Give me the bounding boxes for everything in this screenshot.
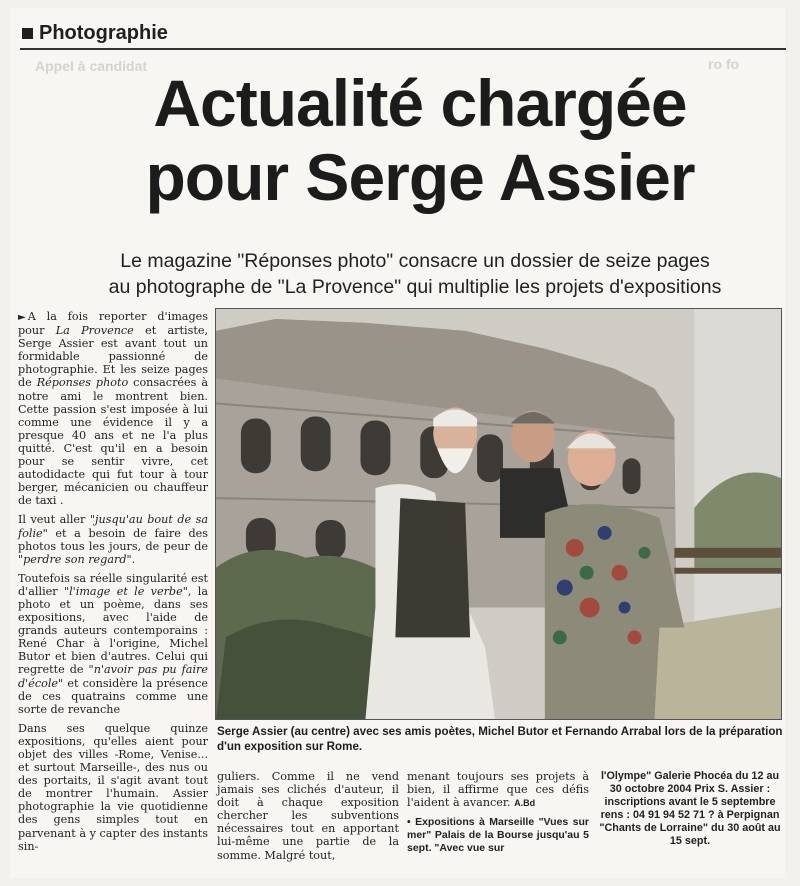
exhibition-info: • Expositions à Marseille "Vues sur mer" Palais de la Bourse jusqu'au 5 sept. "Avec vue sur xyxy=(407,816,589,855)
paragraph-2: Il veut aller "jusqu'au bout de sa folie" et a besoin de faire des photos tous les jours, de peur de "perdre son regard". xyxy=(18,513,209,566)
bleed-through-text: Appel à candidat xyxy=(35,58,148,74)
paragraph-4: Dans ses quelque quinze expositions, qu'elles aient pour objet des villes -Rome, Venise... et surtout Marseille-, des nus ou des portaits, il s'agit avant tout de montrer l'humain. Assier photographie la vie quotidienne des gens simples tout en parvenant à y capter des instants sin- xyxy=(18,721,208,853)
section-rubric xyxy=(22,22,168,45)
headline-line-1: Actualité chargée xyxy=(153,66,687,140)
subhead-line-2: au photographe de "La Provence" qui multiplie les projets d'expositions xyxy=(108,276,722,298)
headline-line-2: pour Serge Assier xyxy=(145,140,695,214)
article-column-3 xyxy=(407,770,589,862)
colosseum-photo xyxy=(216,309,781,719)
subheadline xyxy=(50,248,780,300)
paragraph-3: Toutefois sa réelle singularité est d'allier "l'image et le verbe", la photo et un poème, dans ses expositions, avec l'aide de grands auteurs contemporains : René Char à l'origine, Michel Butor et bien d'autres. Celui qui regrette de "n'avoir pas pu faire d'école" et considère la présence de ces quatrains comme une sorte de revanche xyxy=(18,571,208,716)
article-photo xyxy=(215,308,782,720)
column-3-text: menant toujours ses projets à bien, il affirme que ces défis l'aident à avancer. A.Bd xyxy=(407,770,589,810)
newspaper-page xyxy=(10,8,785,878)
article-column-1 xyxy=(18,310,208,859)
rubric-label: Photographie xyxy=(39,22,168,44)
headline xyxy=(70,66,770,214)
bleed-through-text: ro fo xyxy=(708,56,740,72)
subhead-line-1: Le magazine "Réponses photo" consacre un dossier de seize pages xyxy=(120,250,710,272)
arrow-icon: ► xyxy=(18,312,26,323)
article-column-2: guliers. Comme il ne vend jamais ses clichés d'auteur, il doit à chaque exposition chercher les subventions nécessaires tout en apportant lui-même une partie de la somme. Malgré tout, xyxy=(217,770,399,862)
rubric-square-icon xyxy=(22,28,33,39)
author-signature: A.Bd xyxy=(514,798,536,809)
section-rule xyxy=(20,48,786,50)
article-column-4: l'Olympe" Galerie Phocéa du 12 au 30 octobre 2004 Prix S. Assier : inscriptions avant le 5 septembre rens : 04 91 94 52 71 ? à Perpignan "Chants de Lorraine" du 30 août au 15 sept. xyxy=(599,770,781,847)
photo-caption: Serge Assier (au centre) avec ses amis poètes, Michel Butor et Fernando Arrabal lors de la préparation d'un exposition sur Rome. xyxy=(217,725,783,753)
paragraph-1: ► A la fois reporter d'images pour La Provence et artiste, Serge Assier est avant tout un formidable passionné de photographie. Et les seize pages de Réponses photo consacrées à notre ami le montrent bien. Cette passion s'est imposée à lui comme une évidence il y a presque 40 ans et ne l'a plus quitté. C'est qu'il en a besoin pour se sentir vivre, cet autodidacte qui fut tour à tour berger, mécanicien ou chauffeur de taxi . xyxy=(18,310,209,508)
